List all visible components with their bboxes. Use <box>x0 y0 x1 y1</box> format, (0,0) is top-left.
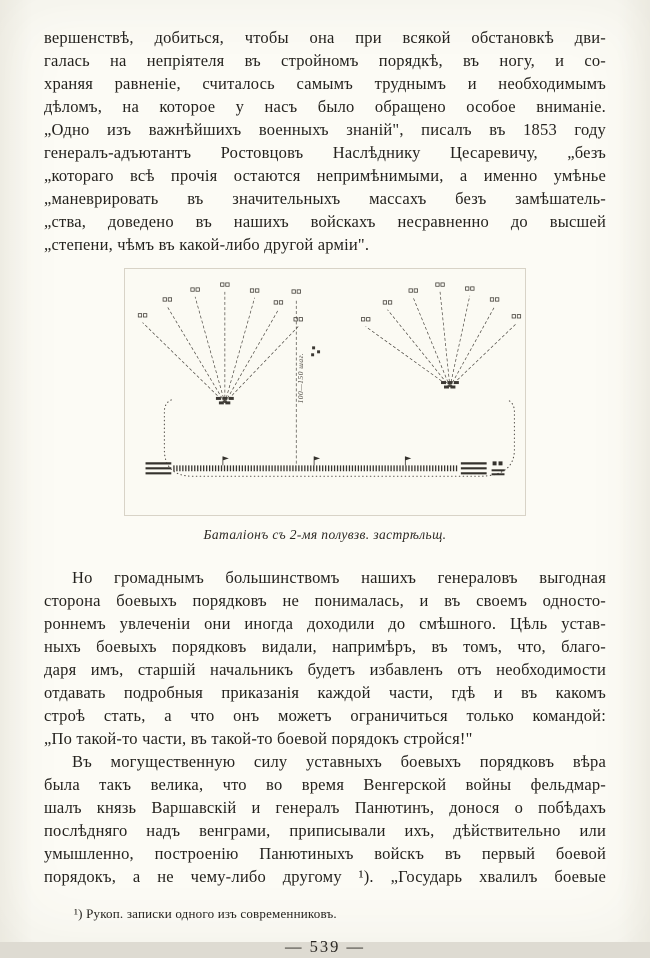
text-line: послѣдняго надъ венграми, приписывали ихъ, дѣйствительно или <box>44 821 606 840</box>
text-line: дѣломъ, на которое у насъ было обращено особое вниманіе. <box>44 97 606 116</box>
figure-caption: Баталіонъ съ 2-мя полувзв. застрѣльщ. <box>203 527 447 542</box>
text-line: генералъ-адъютантъ Ростовцовъ Наслѣднику Цесаревичу, „безъ <box>44 143 606 162</box>
text-line: „По такой-то части, въ такой-то боевой порядокъ стройся!" <box>44 729 473 748</box>
line-flags <box>223 456 411 465</box>
left-flank-column <box>146 463 172 473</box>
text-line: „маневрировать въ значительныхъ массахъ безъ замѣшатель- <box>44 189 606 208</box>
text-line: порядокъ, а не чему-либо другому ¹). „Государь хвалилъ боевые <box>44 867 606 886</box>
figure-frame <box>124 268 526 516</box>
text-line: „Одно изъ важнѣйшихъ военныхъ знаній", писалъ въ 1853 году <box>44 120 606 139</box>
text-line: Въ могущественную силу уставныхъ боевыхъ порядковъ вѣра <box>72 752 606 771</box>
skirmish-supports <box>216 346 459 404</box>
text-line: ныхъ боевыхъ порядковъ видали, напримѣръ, въ томъ, что, благо- <box>44 637 606 656</box>
text-line: „котораго всѣ прочія остаются непримѣнимыми, а именно умѣнье <box>44 166 606 185</box>
text-line: даря имъ, старшій начальникъ будетъ избавленъ отъ необходимости <box>44 660 606 679</box>
text-line: Но громаднымъ большинствомъ нашихъ генераловъ выгодная <box>72 568 606 587</box>
text-line: храняя равненіе, считалось самымъ труднымъ и необходимымъ <box>44 74 606 93</box>
deployment-route-dotted-path <box>164 400 514 476</box>
battalion-formation-diagram <box>127 271 525 507</box>
text-line: галась на непріятеля въ стройномъ порядкѣ, въ ногу, и со- <box>44 51 606 70</box>
skirmish-rays <box>143 292 517 466</box>
skirmisher-pairs <box>138 283 520 321</box>
distance-label: 100—150 шаг. <box>296 352 306 404</box>
figure-battalion-formation <box>124 268 526 546</box>
footnote: ¹) Рукоп. записки одного изъ современниковъ. <box>74 906 337 921</box>
paragraph-2 <box>44 566 606 750</box>
paragraph-1 <box>44 26 606 256</box>
text-line: строѣ стать, а что онъ можетъ ограничиться только командой: <box>44 706 606 725</box>
text-line: шалъ князь Варшавскій и генералъ Панютинъ, донося о побѣдахъ <box>44 798 606 817</box>
text-line: была такъ велика, что во время Венгерской войны фельдмар- <box>44 775 606 794</box>
text-line: отдавать подробныя приказанія каждой части, гдѣ и въ какомъ <box>44 683 606 702</box>
text-line: „степени, чѣмъ въ какой-либо другой арміи". <box>44 235 370 254</box>
paragraph-3 <box>44 750 606 888</box>
text-line: умышленно, построенію Панютиныхъ войскъ въ первый боевой <box>44 844 606 863</box>
text-line: вершенствѣ, добиться, чтобы она при всякой обстановкѣ дви- <box>44 28 606 47</box>
text-line: роннемъ увлеченіи они иногда доходили до смѣшного. Цѣль устав- <box>44 614 606 633</box>
text-line: сторона боевыхъ порядковъ не понималась, и въ своемъ односто- <box>44 591 606 610</box>
right-flank-column <box>461 463 487 473</box>
text-line: „ства, доведено въ нашихъ войскахъ несравненно до высшей <box>44 212 606 231</box>
page-number: — 539 — <box>285 937 365 956</box>
